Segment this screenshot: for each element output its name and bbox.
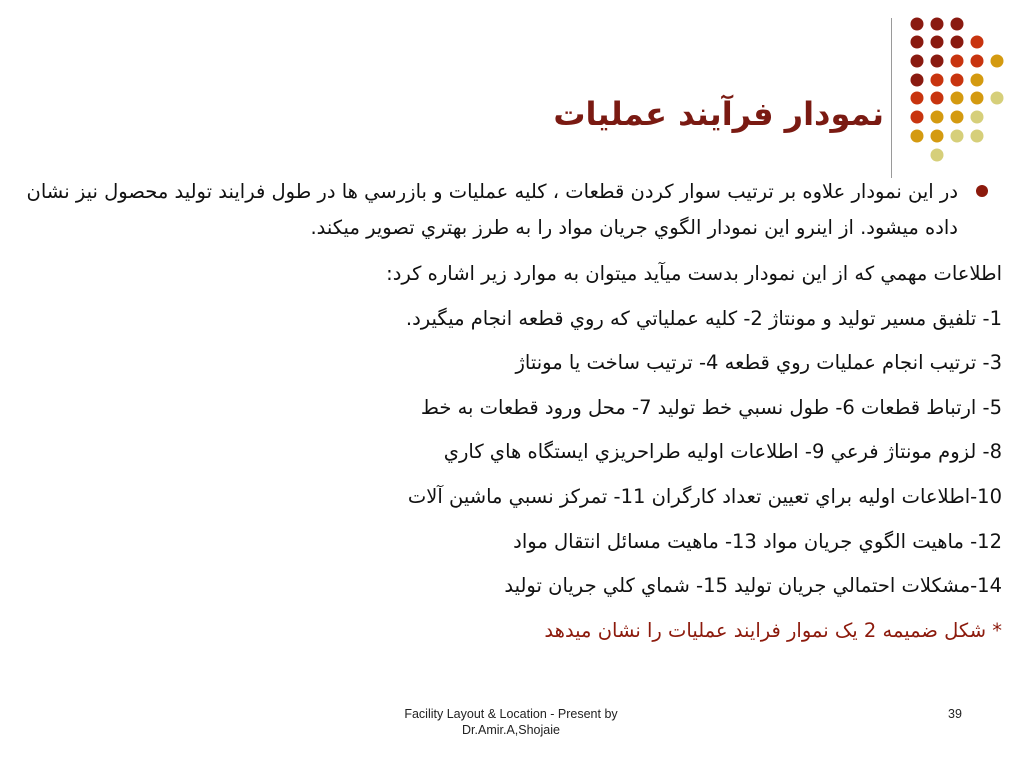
dot [991,92,1004,105]
footer-text [380,706,642,738]
dot [911,92,924,105]
page-number: 39 [948,707,962,721]
slide-body [12,174,1002,653]
footer-line: Facility Layout & Location - Present by [404,707,618,721]
dot [931,92,944,105]
dot [971,36,984,49]
footer-line: Dr.Amir.A,Shojaie [462,723,560,737]
body-line: 10-اطلاعات اوليه براي تعيين تعداد كارگران 11- تمركز نسبي ماشين آلات [407,484,1002,508]
dot [911,18,924,31]
dot [911,55,924,68]
dot [951,130,964,143]
body-line: 3- ترتيب انجام عمليات روي قطعه 4- ترتيب ساخت يا مونتاژ [515,351,1002,375]
dot [951,92,964,105]
dot [931,130,944,143]
body-line: 12- ماهيت الگوي جريان مواد 13- ماهيت مسائل انتقال مواد [513,529,1002,553]
dot [971,111,984,124]
body-line: 14-مشكلات احتمالي جريان توليد 15- شماي كلي جريان توليد [504,574,1002,598]
body-line: 5- ارتباط قطعات 6- طول نسبي خط توليد 7- محل ورود قطعات به خط [420,395,1002,419]
dot [971,55,984,68]
bullet-text: در اين نمودار علاوه بر ترتيب سوار كردن قطعات ، كليه عمليات و بازرسي ها در طول فرايند توليد محصول نيز نشان داده ميشود. از اينرو اين نمودار الگوي جريان مواد را به طرز بهتري تصوير ميكند. [26,180,958,239]
dot [931,149,944,162]
dot [951,74,964,87]
dot [971,74,984,87]
dot [951,111,964,124]
slide-title: نمودار فرآیند عملیات [553,95,884,133]
dot [931,111,944,124]
dot [931,36,944,49]
body-line: 8- لزوم مونتاژ فرعي 9- اطلاعات اوليه طراحريزي ايستگاه هاي كاري [443,440,1002,464]
dot [931,74,944,87]
vertical-divider [891,18,892,178]
dot [911,36,924,49]
dot [911,74,924,87]
dot [931,55,944,68]
decorative-dot-grid [895,0,1024,180]
dot [991,55,1004,68]
dot [971,92,984,105]
body-line: 1- تلفيق مسير توليد و مونتاژ 2- كليه عملياتي كه روي قطعه انجام ميگيرد. [405,306,1002,330]
note-line: * شکل ضمیمه 2 یک نموار فرایند عملیات را نشان میدهد [544,618,1002,642]
dot [911,111,924,124]
dot [951,36,964,49]
dot [931,18,944,31]
bullet-icon [976,185,988,197]
body-line: اطلاعات مهمي كه از اين نمودار بدست ميآيد ميتوان به موارد زير اشاره كرد: [386,262,1002,285]
dot [911,130,924,143]
dot [951,18,964,31]
bullet-paragraph [12,174,1002,246]
dot [971,130,984,143]
dot [951,55,964,68]
